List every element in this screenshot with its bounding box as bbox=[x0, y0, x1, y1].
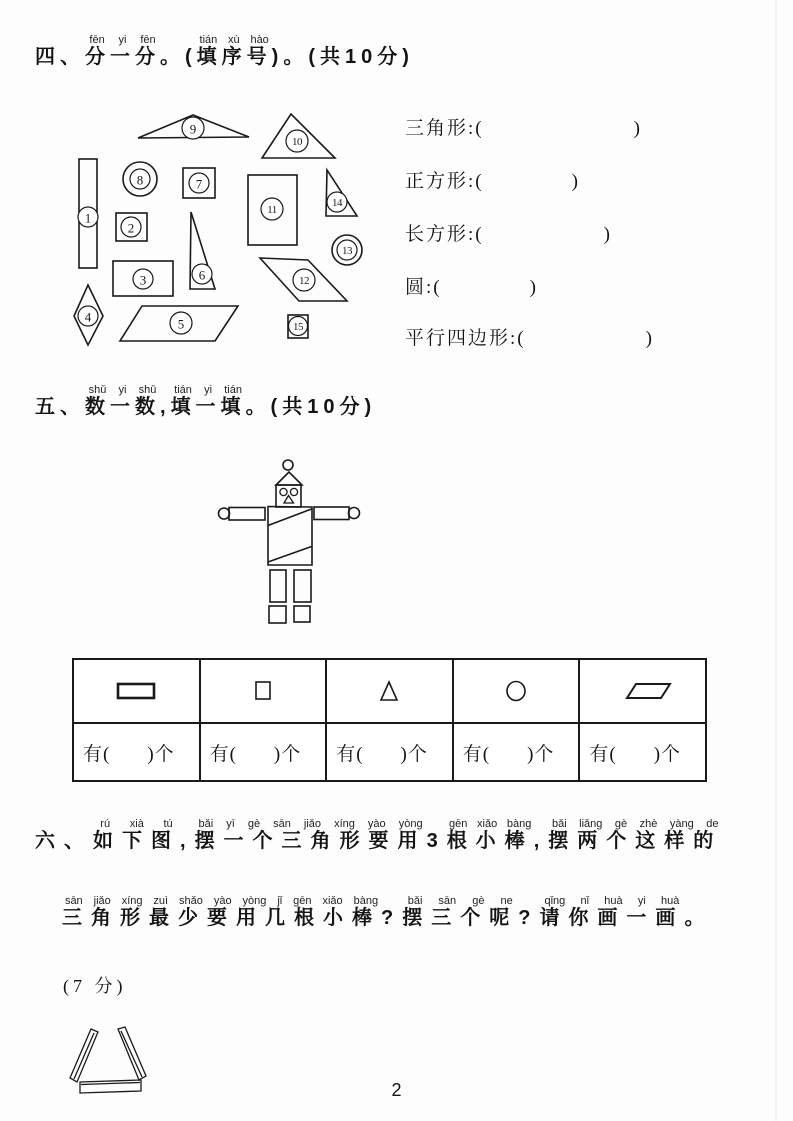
svg-text:1: 1 bbox=[84, 210, 92, 226]
section4-title-word2-pinyin: tián xù hào bbox=[196, 34, 272, 46]
count-cell bbox=[580, 724, 705, 780]
shape-12-parallelogram bbox=[260, 258, 347, 301]
section6-word-pinyin: qǐng nǐ huà yi huà bbox=[539, 895, 685, 907]
robot-eye-left bbox=[280, 488, 287, 495]
table-column-rectangle bbox=[74, 660, 201, 780]
robot-torso bbox=[268, 507, 312, 566]
answer-line-circle bbox=[405, 272, 538, 299]
rectangle-symbol bbox=[114, 680, 158, 702]
triangle-symbol-cell bbox=[327, 660, 452, 724]
page-number: 2 bbox=[391, 1080, 402, 1100]
count-prefix: 有( bbox=[209, 743, 237, 765]
section4-number: 四、 bbox=[35, 46, 85, 68]
robot-left-arm bbox=[219, 508, 266, 521]
section5-title-score: 。(共10分) bbox=[245, 396, 377, 418]
section6-punct: 。 bbox=[684, 907, 714, 929]
section6-word-text: 摆三个呢 bbox=[402, 907, 519, 929]
count-cell bbox=[454, 724, 579, 780]
count-prefix: 有( bbox=[83, 743, 111, 765]
count-suffix: )个 bbox=[273, 743, 302, 765]
section4-title-score: )。(共10分) bbox=[271, 46, 414, 68]
section4-title-word2-text: 填序号 bbox=[196, 46, 272, 68]
count-cell bbox=[201, 724, 326, 780]
count-suffix: )个 bbox=[527, 743, 555, 765]
robot-right-arm bbox=[314, 507, 360, 520]
section6-score-note: (7 分) bbox=[63, 976, 127, 996]
svg-text:2: 2 bbox=[127, 220, 135, 236]
section6-word-pinyin: rú xià tú bbox=[93, 818, 180, 830]
square-symbol bbox=[251, 679, 275, 703]
section6-word-pinyin: bǎi sān gè ne bbox=[402, 895, 519, 907]
table-column-square bbox=[201, 660, 328, 780]
section6-word bbox=[93, 818, 180, 852]
section6-punct: , bbox=[180, 830, 195, 852]
close-paren: ) bbox=[603, 224, 612, 245]
section6-word-text: 请你画一画 bbox=[539, 907, 685, 929]
section5-title bbox=[35, 384, 376, 417]
shape-11-rectangle bbox=[248, 175, 297, 245]
shape-13-circle bbox=[332, 235, 362, 265]
section6-punct: , bbox=[533, 830, 549, 852]
table-column-triangle bbox=[327, 660, 454, 780]
stick-left bbox=[70, 1029, 98, 1082]
count-suffix: )个 bbox=[147, 743, 175, 765]
section4-title-word1 bbox=[85, 34, 160, 68]
section6-line2 bbox=[62, 895, 713, 928]
section6-word-text: 如下图 bbox=[93, 830, 180, 852]
open-paren: :( bbox=[426, 277, 442, 298]
robot-antenna bbox=[276, 460, 302, 485]
shape-9-flat-triangle bbox=[138, 115, 249, 139]
section4-title-word1-pinyin: fēn yi fēn bbox=[85, 34, 160, 46]
table-column-parallelogram bbox=[580, 660, 705, 780]
svg-text:10: 10 bbox=[292, 136, 302, 148]
close-paren: ) bbox=[571, 171, 580, 192]
section6-word-pinyin: bǎi yī gè sān jiǎo xíng yào yòng bbox=[194, 818, 427, 830]
svg-text:9: 9 bbox=[189, 121, 197, 137]
table-column-circle bbox=[454, 660, 581, 780]
svg-text:7: 7 bbox=[195, 176, 203, 192]
answer-label: 长方形 bbox=[405, 224, 469, 245]
section6-word bbox=[194, 818, 427, 852]
shape-7-square bbox=[183, 168, 215, 198]
answer-line-parallelogram bbox=[405, 323, 654, 350]
section6-punct: ? bbox=[381, 907, 403, 929]
section6-word bbox=[548, 818, 723, 852]
close-paren: ) bbox=[633, 118, 642, 139]
stick-count-number: 3 bbox=[426, 830, 447, 852]
rectangle-symbol-cell bbox=[74, 660, 199, 724]
page-edge-rule bbox=[775, 0, 777, 1121]
section6-punct: ? bbox=[518, 907, 540, 929]
section4-title-punct1: 。( bbox=[160, 46, 197, 68]
open-paren: :( bbox=[468, 118, 484, 139]
robot-head bbox=[276, 485, 301, 507]
section4-title bbox=[35, 34, 414, 67]
section6-line1 bbox=[35, 818, 722, 851]
section6-word-text: 摆一个三角形要用 bbox=[194, 830, 427, 852]
section5-title-word2 bbox=[170, 384, 246, 418]
robot-feet bbox=[269, 606, 310, 623]
section5-title-word2-pinyin: tián yi tián bbox=[170, 384, 246, 396]
parallelogram-symbol bbox=[612, 680, 674, 702]
svg-text:15: 15 bbox=[293, 321, 303, 333]
shape-6-right-triangle bbox=[190, 212, 215, 289]
svg-text:4: 4 bbox=[84, 309, 92, 325]
svg-text:11: 11 bbox=[267, 204, 277, 216]
section6-word bbox=[539, 895, 685, 929]
answer-line-rectangle bbox=[405, 219, 612, 246]
answer-label: 三角形 bbox=[405, 118, 469, 139]
shape-10-triangle bbox=[262, 114, 335, 158]
count-cell bbox=[74, 724, 199, 780]
section4-title-word1-text: 分一分 bbox=[85, 46, 160, 68]
section5-title-word1-pinyin: shǔ yi shǔ bbox=[85, 384, 160, 396]
close-paren: ) bbox=[529, 277, 538, 298]
svg-text:8: 8 bbox=[136, 172, 144, 188]
shape-15-square bbox=[288, 315, 308, 338]
section5-title-word1 bbox=[85, 384, 160, 418]
count-table bbox=[72, 658, 707, 782]
shapes-figure bbox=[60, 108, 400, 358]
circle-symbol-cell bbox=[454, 660, 579, 724]
answer-label: 圆 bbox=[405, 277, 427, 298]
section6-word-text: 根小棒 bbox=[446, 830, 534, 852]
count-cell bbox=[327, 724, 452, 780]
parallelogram-symbol-cell bbox=[580, 660, 705, 724]
section6-word bbox=[402, 895, 519, 929]
section5-title-word1-text: 数一数 bbox=[85, 396, 160, 418]
answer-line-triangle bbox=[405, 113, 642, 140]
svg-text:6: 6 bbox=[198, 267, 206, 283]
count-prefix: 有( bbox=[336, 743, 364, 765]
section4-title-word2 bbox=[196, 34, 272, 68]
section6-word-pinyin: sān jiǎo xíng zuì shǎo yào yòng jǐ gēn xiǎo bàng bbox=[62, 895, 381, 907]
count-prefix: 有( bbox=[589, 743, 617, 765]
robot-mouth bbox=[284, 496, 294, 504]
square-symbol-cell bbox=[201, 660, 326, 724]
answer-label: 正方形 bbox=[405, 171, 469, 192]
section6-word bbox=[62, 895, 381, 929]
open-paren: :( bbox=[468, 171, 484, 192]
robot-figure bbox=[210, 452, 370, 632]
section6-word-pinyin: gēn xiǎo bàng bbox=[446, 818, 534, 830]
shape-2-square bbox=[116, 213, 147, 241]
shape-1-tall-rectangle bbox=[78, 159, 98, 268]
open-paren: :( bbox=[510, 328, 526, 349]
section5-title-word2-text: 填一填 bbox=[170, 396, 246, 418]
triangle-symbol bbox=[376, 679, 402, 703]
answer-label: 平行四边形 bbox=[405, 328, 511, 349]
count-prefix: 有( bbox=[462, 743, 491, 765]
section6-word bbox=[446, 818, 534, 852]
shape-3-rectangle bbox=[113, 261, 173, 296]
answer-line-square bbox=[405, 166, 580, 193]
stick-right bbox=[118, 1027, 146, 1080]
count-suffix: )个 bbox=[400, 743, 428, 765]
shape-4-rhombus bbox=[74, 285, 103, 345]
shape-5-parallelogram bbox=[120, 306, 238, 341]
circle-symbol bbox=[504, 679, 528, 703]
section5-title-punct1: , bbox=[160, 396, 171, 418]
section5-number: 五、 bbox=[35, 396, 85, 418]
robot-eye-right bbox=[290, 488, 297, 495]
svg-text:13: 13 bbox=[342, 245, 352, 257]
shape-8-circle bbox=[123, 162, 157, 196]
shape-14-right-triangle bbox=[326, 170, 357, 216]
section6-number: 六、 bbox=[35, 830, 93, 852]
section6-word-pinyin: bǎi liǎng gè zhè yàng de bbox=[548, 818, 723, 830]
section6-word-text: 三角形最少要用几根小棒 bbox=[62, 907, 381, 929]
robot-legs bbox=[270, 570, 311, 602]
svg-text:3: 3 bbox=[139, 272, 147, 288]
svg-text:14: 14 bbox=[332, 197, 342, 209]
count-suffix: )个 bbox=[653, 743, 682, 765]
svg-text:12: 12 bbox=[299, 275, 309, 287]
section6-word-text: 摆两个这样的 bbox=[548, 830, 723, 852]
svg-text:5: 5 bbox=[177, 316, 185, 332]
close-paren: ) bbox=[645, 328, 654, 349]
open-paren: :( bbox=[468, 224, 484, 245]
